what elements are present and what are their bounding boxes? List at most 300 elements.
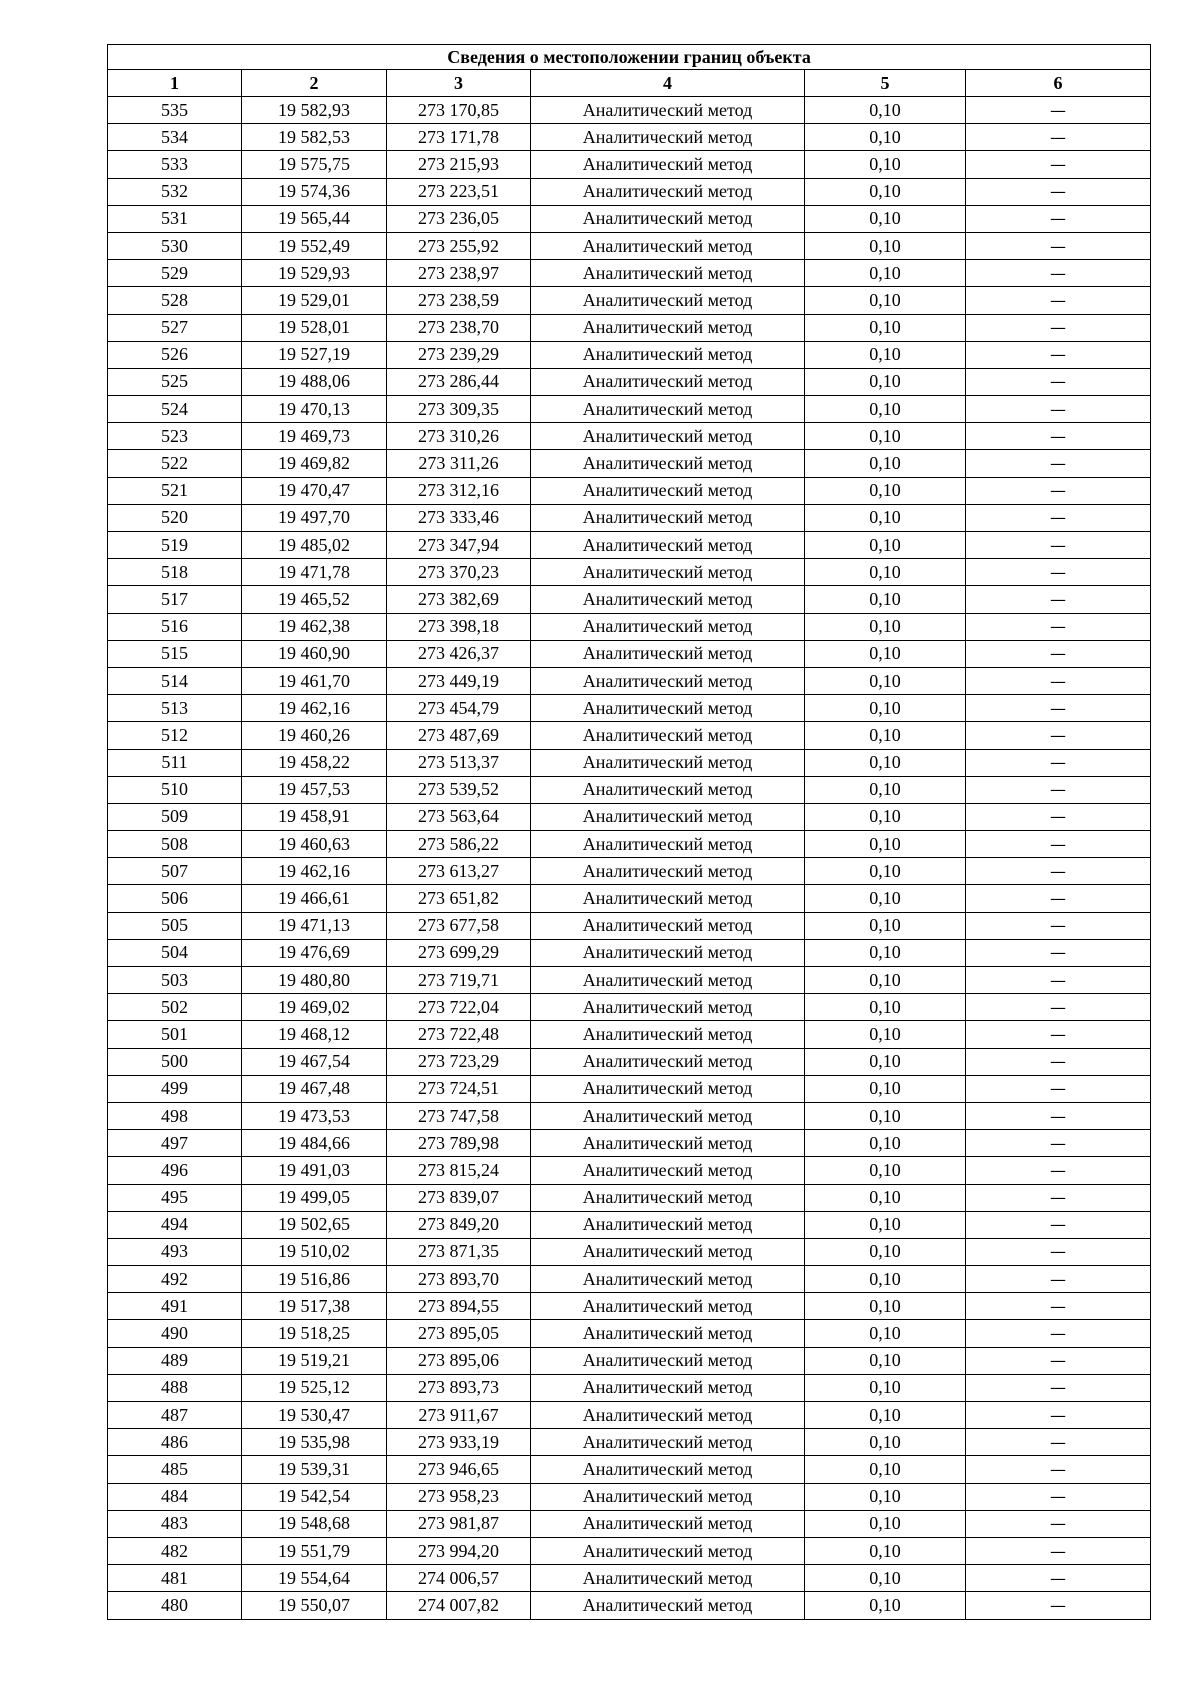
cell-coordinate-x: 19 528,01 [242,314,387,341]
cell-description: — [966,396,1151,423]
cell-point-number: 503 [108,967,242,994]
cell-accuracy: 0,10 [805,1293,966,1320]
cell-coordinate-y: 273 255,92 [387,232,531,259]
cell-point-number: 497 [108,1130,242,1157]
cell-accuracy: 0,10 [805,1130,966,1157]
cell-method: Аналитический метод [531,1293,805,1320]
cell-method: Аналитический метод [531,1402,805,1429]
cell-description: — [966,1130,1151,1157]
cell-coordinate-x: 19 473,53 [242,1102,387,1129]
cell-point-number: 513 [108,695,242,722]
cell-description: — [966,1211,1151,1238]
cell-accuracy: 0,10 [805,939,966,966]
cell-coordinate-x: 19 468,12 [242,1021,387,1048]
cell-point-number: 523 [108,423,242,450]
table-row [108,1374,1151,1401]
cell-method: Аналитический метод [531,994,805,1021]
cell-accuracy: 0,10 [805,749,966,776]
table-row [108,1483,1151,1510]
column-header-2: 2 [242,70,387,97]
table-row [108,722,1151,749]
cell-coordinate-y: 273 215,93 [387,151,531,178]
cell-accuracy: 0,10 [805,994,966,1021]
cell-accuracy: 0,10 [805,260,966,287]
cell-method: Аналитический метод [531,803,805,830]
cell-point-number: 506 [108,885,242,912]
cell-point-number: 527 [108,314,242,341]
cell-point-number: 509 [108,803,242,830]
cell-method: Аналитический метод [531,722,805,749]
table-row [108,1592,1151,1619]
cell-point-number: 518 [108,559,242,586]
column-header-5: 5 [805,70,966,97]
cell-accuracy: 0,10 [805,1238,966,1265]
cell-description: — [966,287,1151,314]
cell-coordinate-y: 273 238,70 [387,314,531,341]
cell-coordinate-x: 19 469,73 [242,423,387,450]
cell-method: Аналитический метод [531,1510,805,1537]
cell-point-number: 525 [108,368,242,395]
table-row [108,423,1151,450]
cell-description: — [966,97,1151,124]
cell-method: Аналитический метод [531,559,805,586]
cell-description: — [966,178,1151,205]
cell-accuracy: 0,10 [805,151,966,178]
cell-coordinate-y: 274 007,82 [387,1592,531,1619]
cell-method: Аналитический метод [531,640,805,667]
cell-description: — [966,776,1151,803]
cell-description: — [966,1238,1151,1265]
cell-method: Аналитический метод [531,1374,805,1401]
cell-coordinate-y: 274 006,57 [387,1565,531,1592]
cell-description: — [966,232,1151,259]
cell-coordinate-x: 19 460,63 [242,831,387,858]
cell-coordinate-x: 19 471,13 [242,912,387,939]
cell-description: — [966,1293,1151,1320]
cell-coordinate-x: 19 542,54 [242,1483,387,1510]
cell-description: — [966,912,1151,939]
cell-coordinate-x: 19 502,65 [242,1211,387,1238]
cell-coordinate-x: 19 525,12 [242,1374,387,1401]
cell-description: — [966,1565,1151,1592]
cell-coordinate-x: 19 497,70 [242,504,387,531]
cell-coordinate-x: 19 582,53 [242,124,387,151]
cell-method: Аналитический метод [531,178,805,205]
cell-coordinate-y: 273 677,58 [387,912,531,939]
cell-coordinate-x: 19 565,44 [242,205,387,232]
cell-coordinate-x: 19 485,02 [242,532,387,559]
cell-coordinate-x: 19 539,31 [242,1456,387,1483]
cell-method: Аналитический метод [531,939,805,966]
cell-coordinate-x: 19 550,07 [242,1592,387,1619]
cell-description: — [966,1320,1151,1347]
cell-description: — [966,831,1151,858]
table-row [108,1456,1151,1483]
cell-coordinate-y: 273 946,65 [387,1456,531,1483]
table-row [108,667,1151,694]
cell-accuracy: 0,10 [805,477,966,504]
cell-point-number: 495 [108,1184,242,1211]
cell-accuracy: 0,10 [805,1456,966,1483]
cell-accuracy: 0,10 [805,205,966,232]
cell-description: — [966,1402,1151,1429]
cell-method: Аналитический метод [531,314,805,341]
cell-point-number: 531 [108,205,242,232]
cell-accuracy: 0,10 [805,178,966,205]
cell-coordinate-x: 19 574,36 [242,178,387,205]
cell-point-number: 526 [108,341,242,368]
cell-accuracy: 0,10 [805,776,966,803]
cell-point-number: 496 [108,1157,242,1184]
table-row [108,232,1151,259]
table-row [108,1320,1151,1347]
table-row [108,613,1151,640]
table-row [108,967,1151,994]
cell-accuracy: 0,10 [805,1102,966,1129]
cell-description: — [966,1266,1151,1293]
table-row [108,124,1151,151]
cell-coordinate-x: 19 462,38 [242,613,387,640]
cell-accuracy: 0,10 [805,1429,966,1456]
cell-method: Аналитический метод [531,1456,805,1483]
cell-accuracy: 0,10 [805,504,966,531]
table-row [108,1048,1151,1075]
cell-coordinate-x: 19 552,49 [242,232,387,259]
table-row [108,1211,1151,1238]
cell-method: Аналитический метод [531,667,805,694]
cell-coordinate-y: 273 981,87 [387,1510,531,1537]
cell-coordinate-x: 19 582,93 [242,97,387,124]
cell-point-number: 511 [108,749,242,776]
table-row [108,994,1151,1021]
cell-description: — [966,559,1151,586]
cell-coordinate-y: 273 849,20 [387,1211,531,1238]
cell-accuracy: 0,10 [805,967,966,994]
cell-point-number: 515 [108,640,242,667]
cell-method: Аналитический метод [531,232,805,259]
cell-coordinate-y: 273 994,20 [387,1537,531,1564]
cell-coordinate-x: 19 529,01 [242,287,387,314]
column-header-1: 1 [108,70,242,97]
table-row [108,803,1151,830]
cell-coordinate-x: 19 529,93 [242,260,387,287]
cell-coordinate-y: 273 310,26 [387,423,531,450]
cell-accuracy: 0,10 [805,450,966,477]
table-row [108,314,1151,341]
cell-point-number: 500 [108,1048,242,1075]
cell-method: Аналитический метод [531,967,805,994]
cell-accuracy: 0,10 [805,287,966,314]
cell-description: — [966,1102,1151,1129]
cell-coordinate-y: 273 871,35 [387,1238,531,1265]
cell-coordinate-y: 273 719,71 [387,967,531,994]
cell-coordinate-y: 273 958,23 [387,1483,531,1510]
cell-description: — [966,504,1151,531]
cell-point-number: 522 [108,450,242,477]
cell-coordinate-y: 273 839,07 [387,1184,531,1211]
table-row [108,178,1151,205]
cell-point-number: 517 [108,586,242,613]
cell-method: Аналитический метод [531,1592,805,1619]
table-row [108,287,1151,314]
cell-coordinate-y: 273 426,37 [387,640,531,667]
cell-method: Аналитический метод [531,504,805,531]
cell-accuracy: 0,10 [805,1402,966,1429]
cell-method: Аналитический метод [531,1537,805,1564]
cell-accuracy: 0,10 [805,1347,966,1374]
column-header-3: 3 [387,70,531,97]
cell-coordinate-x: 19 575,75 [242,151,387,178]
cell-method: Аналитический метод [531,1320,805,1347]
cell-method: Аналитический метод [531,205,805,232]
table-row [108,1537,1151,1564]
cell-coordinate-x: 19 470,13 [242,396,387,423]
cell-method: Аналитический метод [531,586,805,613]
cell-point-number: 516 [108,613,242,640]
cell-point-number: 482 [108,1537,242,1564]
cell-accuracy: 0,10 [805,396,966,423]
cell-point-number: 504 [108,939,242,966]
cell-accuracy: 0,10 [805,831,966,858]
cell-coordinate-y: 273 724,51 [387,1075,531,1102]
cell-coordinate-x: 19 466,61 [242,885,387,912]
cell-coordinate-x: 19 548,68 [242,1510,387,1537]
table-row [108,1293,1151,1320]
table-row [108,939,1151,966]
cell-description: — [966,1075,1151,1102]
cell-accuracy: 0,10 [805,559,966,586]
cell-coordinate-y: 273 238,97 [387,260,531,287]
cell-point-number: 484 [108,1483,242,1510]
cell-point-number: 490 [108,1320,242,1347]
cell-point-number: 488 [108,1374,242,1401]
cell-coordinate-y: 273 815,24 [387,1157,531,1184]
cell-point-number: 521 [108,477,242,504]
cell-method: Аналитический метод [531,1238,805,1265]
cell-description: — [966,967,1151,994]
cell-description: — [966,1592,1151,1619]
cell-method: Аналитический метод [531,912,805,939]
cell-coordinate-x: 19 460,26 [242,722,387,749]
cell-coordinate-y: 273 895,05 [387,1320,531,1347]
cell-method: Аналитический метод [531,532,805,559]
cell-coordinate-x: 19 491,03 [242,1157,387,1184]
cell-coordinate-y: 273 539,52 [387,776,531,803]
cell-method: Аналитический метод [531,858,805,885]
cell-point-number: 502 [108,994,242,1021]
cell-coordinate-x: 19 551,79 [242,1537,387,1564]
cell-accuracy: 0,10 [805,695,966,722]
cell-coordinate-y: 273 347,94 [387,532,531,559]
cell-accuracy: 0,10 [805,1157,966,1184]
cell-coordinate-y: 273 286,44 [387,368,531,395]
cell-accuracy: 0,10 [805,667,966,694]
table-row [108,260,1151,287]
table-row [108,1130,1151,1157]
cell-accuracy: 0,10 [805,1266,966,1293]
cell-coordinate-x: 19 469,82 [242,450,387,477]
cell-coordinate-y: 273 893,70 [387,1266,531,1293]
cell-coordinate-y: 273 513,37 [387,749,531,776]
cell-description: — [966,1021,1151,1048]
cell-method: Аналитический метод [531,1266,805,1293]
table-row [108,396,1151,423]
cell-accuracy: 0,10 [805,232,966,259]
cell-method: Аналитический метод [531,695,805,722]
cell-method: Аналитический метод [531,287,805,314]
cell-description: — [966,1048,1151,1075]
cell-accuracy: 0,10 [805,97,966,124]
cell-point-number: 486 [108,1429,242,1456]
cell-description: — [966,1456,1151,1483]
cell-point-number: 501 [108,1021,242,1048]
cell-description: — [966,124,1151,151]
cell-coordinate-x: 19 516,86 [242,1266,387,1293]
cell-method: Аналитический метод [531,1347,805,1374]
cell-method: Аналитический метод [531,423,805,450]
cell-accuracy: 0,10 [805,885,966,912]
cell-description: — [966,994,1151,1021]
cell-method: Аналитический метод [531,1075,805,1102]
table-title-row [108,45,1151,70]
cell-coordinate-y: 273 370,23 [387,559,531,586]
cell-coordinate-y: 273 171,78 [387,124,531,151]
cell-accuracy: 0,10 [805,586,966,613]
cell-point-number: 533 [108,151,242,178]
cell-coordinate-y: 273 894,55 [387,1293,531,1320]
cell-point-number: 491 [108,1293,242,1320]
table-body [108,97,1151,1620]
table-row [108,205,1151,232]
cell-coordinate-x: 19 484,66 [242,1130,387,1157]
cell-accuracy: 0,10 [805,1021,966,1048]
cell-coordinate-y: 273 454,79 [387,695,531,722]
cell-point-number: 528 [108,287,242,314]
cell-coordinate-y: 273 309,35 [387,396,531,423]
cell-coordinate-x: 19 461,70 [242,667,387,694]
cell-description: — [966,260,1151,287]
table-row [108,586,1151,613]
cell-description: — [966,1429,1151,1456]
cell-description: — [966,667,1151,694]
cell-accuracy: 0,10 [805,640,966,667]
table-row [108,1184,1151,1211]
cell-point-number: 505 [108,912,242,939]
table-row [108,559,1151,586]
cell-accuracy: 0,10 [805,1048,966,1075]
cell-coordinate-x: 19 465,52 [242,586,387,613]
table-row [108,1402,1151,1429]
cell-accuracy: 0,10 [805,368,966,395]
cell-point-number: 492 [108,1266,242,1293]
cell-method: Аналитический метод [531,124,805,151]
cell-coordinate-y: 273 487,69 [387,722,531,749]
cell-accuracy: 0,10 [805,912,966,939]
cell-coordinate-x: 19 480,80 [242,967,387,994]
cell-method: Аналитический метод [531,885,805,912]
table-row [108,450,1151,477]
cell-description: — [966,1483,1151,1510]
cell-coordinate-y: 273 722,04 [387,994,531,1021]
cell-method: Аналитический метод [531,1429,805,1456]
cell-coordinate-y: 273 563,64 [387,803,531,830]
cell-coordinate-x: 19 535,98 [242,1429,387,1456]
cell-coordinate-y: 273 893,73 [387,1374,531,1401]
cell-accuracy: 0,10 [805,1592,966,1619]
table-row [108,831,1151,858]
cell-description: — [966,1374,1151,1401]
table-row [108,1157,1151,1184]
cell-coordinate-y: 273 789,98 [387,1130,531,1157]
cell-accuracy: 0,10 [805,314,966,341]
table-row [108,749,1151,776]
cell-coordinate-y: 273 747,58 [387,1102,531,1129]
cell-coordinate-x: 19 458,91 [242,803,387,830]
cell-coordinate-x: 19 476,69 [242,939,387,966]
table-row [108,341,1151,368]
cell-point-number: 481 [108,1565,242,1592]
cell-point-number: 512 [108,722,242,749]
cell-coordinate-y: 273 398,18 [387,613,531,640]
cell-coordinate-y: 273 722,48 [387,1021,531,1048]
table-row [108,858,1151,885]
cell-description: — [966,939,1151,966]
cell-coordinate-y: 273 613,27 [387,858,531,885]
cell-point-number: 498 [108,1102,242,1129]
cell-description: — [966,205,1151,232]
table-row [108,477,1151,504]
cell-coordinate-x: 19 530,47 [242,1402,387,1429]
cell-accuracy: 0,10 [805,1565,966,1592]
cell-accuracy: 0,10 [805,1483,966,1510]
cell-accuracy: 0,10 [805,1537,966,1564]
column-header-row [108,70,1151,97]
cell-point-number: 529 [108,260,242,287]
cell-description: — [966,1510,1151,1537]
table-row [108,912,1151,939]
table-row [108,97,1151,124]
cell-coordinate-y: 273 699,29 [387,939,531,966]
cell-method: Аналитический метод [531,450,805,477]
cell-coordinate-y: 273 586,22 [387,831,531,858]
cell-coordinate-y: 273 170,85 [387,97,531,124]
cell-point-number: 520 [108,504,242,531]
cell-accuracy: 0,10 [805,1184,966,1211]
cell-description: — [966,532,1151,559]
cell-point-number: 483 [108,1510,242,1537]
cell-coordinate-y: 273 651,82 [387,885,531,912]
cell-description: — [966,1157,1151,1184]
cell-point-number: 519 [108,532,242,559]
cell-accuracy: 0,10 [805,124,966,151]
cell-coordinate-x: 19 499,05 [242,1184,387,1211]
boundary-coordinates-table [107,44,1151,1620]
cell-point-number: 514 [108,667,242,694]
cell-method: Аналитический метод [531,341,805,368]
cell-coordinate-y: 273 238,59 [387,287,531,314]
cell-description: — [966,314,1151,341]
cell-coordinate-y: 273 933,19 [387,1429,531,1456]
column-header-6: 6 [966,70,1151,97]
cell-description: — [966,368,1151,395]
cell-accuracy: 0,10 [805,532,966,559]
cell-coordinate-x: 19 519,21 [242,1347,387,1374]
cell-method: Аналитический метод [531,1130,805,1157]
cell-accuracy: 0,10 [805,1320,966,1347]
table-row [108,368,1151,395]
cell-description: — [966,803,1151,830]
cell-point-number: 487 [108,1402,242,1429]
